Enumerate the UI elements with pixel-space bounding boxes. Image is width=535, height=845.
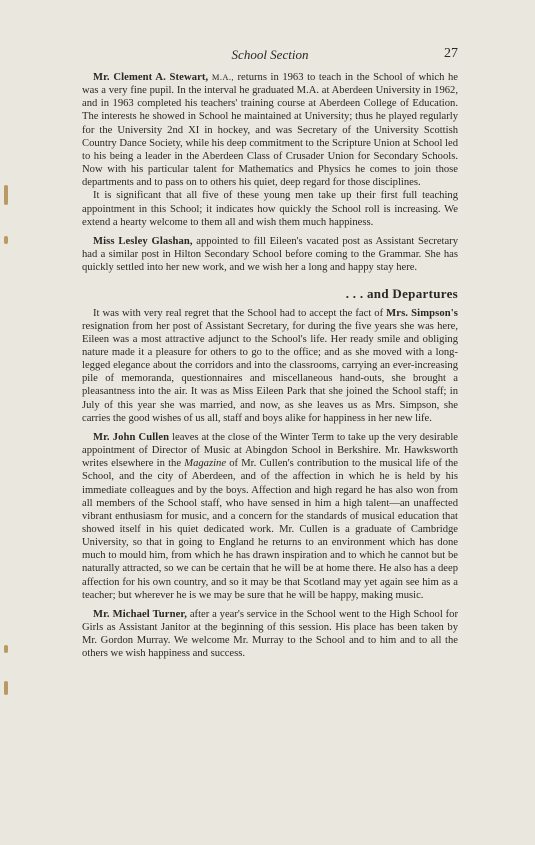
paragraph-welcome: It is significant that all five of these young men take up their first full teaching appointment in this School; it indicates how quickly the School roll is increasing. We extend a hearty welcome to them all and wish them much happiness. bbox=[82, 190, 458, 228]
person-name: Mr. John Cullen bbox=[93, 431, 170, 443]
margin-mark bbox=[4, 236, 8, 244]
person-name: Mrs. Simpson's bbox=[386, 307, 459, 319]
person-name: Miss Lesley Glashan, bbox=[93, 235, 193, 247]
magazine-title: Magazine bbox=[184, 458, 227, 470]
margin-mark bbox=[4, 681, 8, 695]
paragraph-simpson bbox=[82, 307, 458, 425]
paragraph-text: of Mr. Cullen's contribution to the musical life of the School, and the city of Aberdeen, and of the affection in which he is held by his immediate colleagues and by the boys. Affection and high regard he has also won from all members of the School staff, who have sensed in him a high talent—an unaffected vibrant enthusiasm for music, and a concern for the standards of musical education that showed itself in his quiet dedicated work. Mr. Cullen is a graduate of Cambridge University, so that in going to England he returns to an environment which has done much to mould him, from which he has drawn inspiration and to which he cannot but be naturally attracted, so we can be certain that he will be at home there. He also has a deep affection for his own country, and so it may be that Scotland may yet again see him as a teacher; but wherever he is we may be sure that he will be happy, making music. bbox=[82, 458, 459, 601]
paragraph-text: after a year's service in the School went to the High School for Girls as Assistant Janitor at the beginning of this session. His place has been taken by Mr. Gordon Murray. We welcome Mr. Murray to the School and to him and to all the others we wish happiness and success. bbox=[82, 608, 458, 660]
paragraph-glashan bbox=[82, 235, 458, 274]
page-number: 27 bbox=[444, 46, 458, 61]
paragraph-stewart bbox=[82, 71, 458, 189]
paragraph-cullen bbox=[82, 431, 458, 602]
article-body bbox=[82, 71, 458, 661]
section-subheading: . . . and Departures bbox=[345, 286, 458, 302]
paragraph-text: It was with very real regret that the School had to accept the fact of bbox=[93, 307, 387, 319]
page-header bbox=[82, 44, 458, 64]
person-name: Mr. Clement A. Stewart, bbox=[93, 72, 209, 83]
paragraph-text: leaves at the close of the Winter Term to take up the very desirable appointment of Director of Music at Abingdon School in Berkshire. Mr. Hawksworth writes elsewhere in the bbox=[82, 431, 458, 470]
degree-abbrev: M.A., bbox=[211, 72, 234, 82]
margin-mark bbox=[4, 645, 8, 653]
paragraph-text: resignation from her post of Assistant Secretary, for during the five years she was here, Eileen was a most attractive adjunct to the School's life. Her ready smile and obliging nature made it a pleasure for others to go to the office; and as she moved with a long-legged elegance about the corridors and into the classrooms, carrying an ever-increasing pile of memoranda, questionnaires and miscellaneous hand-outs, she brought a pleasantness into the air. It was as Miss Eileen Park that she joined the School staff; in July of this year she was married, and now, as she leaves us as Mrs. Simpson, she carries the good wishes of us all, staff and boys alike for happiness in her new life. bbox=[82, 320, 458, 424]
running-title: School Section bbox=[231, 47, 309, 62]
person-name: Mr. Michael Turner, bbox=[93, 608, 187, 620]
paragraph-text: appointed to fill Eileen's vacated post as Assistant Secretary had a similar post in Hilton Secondary School before coming to the Grammar. She has quickly settled into her new work, and we wish her a long and happy stay here. bbox=[82, 235, 458, 274]
paragraph-turner bbox=[82, 608, 458, 661]
paragraph-text: returns in 1963 to teach in the School of which he was a very fine pupil. In the interval he graduated M.A. at Aberdeen University in 1962, and in 1963 completed his teachers' training course at Aberdeen College of Education. The interests he showed in School he maintained at University; thus he played regularly for the University 2nd XI in hockey, and was Secretary of the University Scottish Country Dance Society, while his deep commitment to the Scripture Union at School led to his being a leader in the Aberdeen Class of Crusader Union for Secondary Schools. Now with his particular talent for Mathematics and Physics he comes to join those departments and to pass on to others his quiet, deep regard for those disciplines. bbox=[82, 72, 458, 189]
margin-mark bbox=[4, 185, 8, 205]
